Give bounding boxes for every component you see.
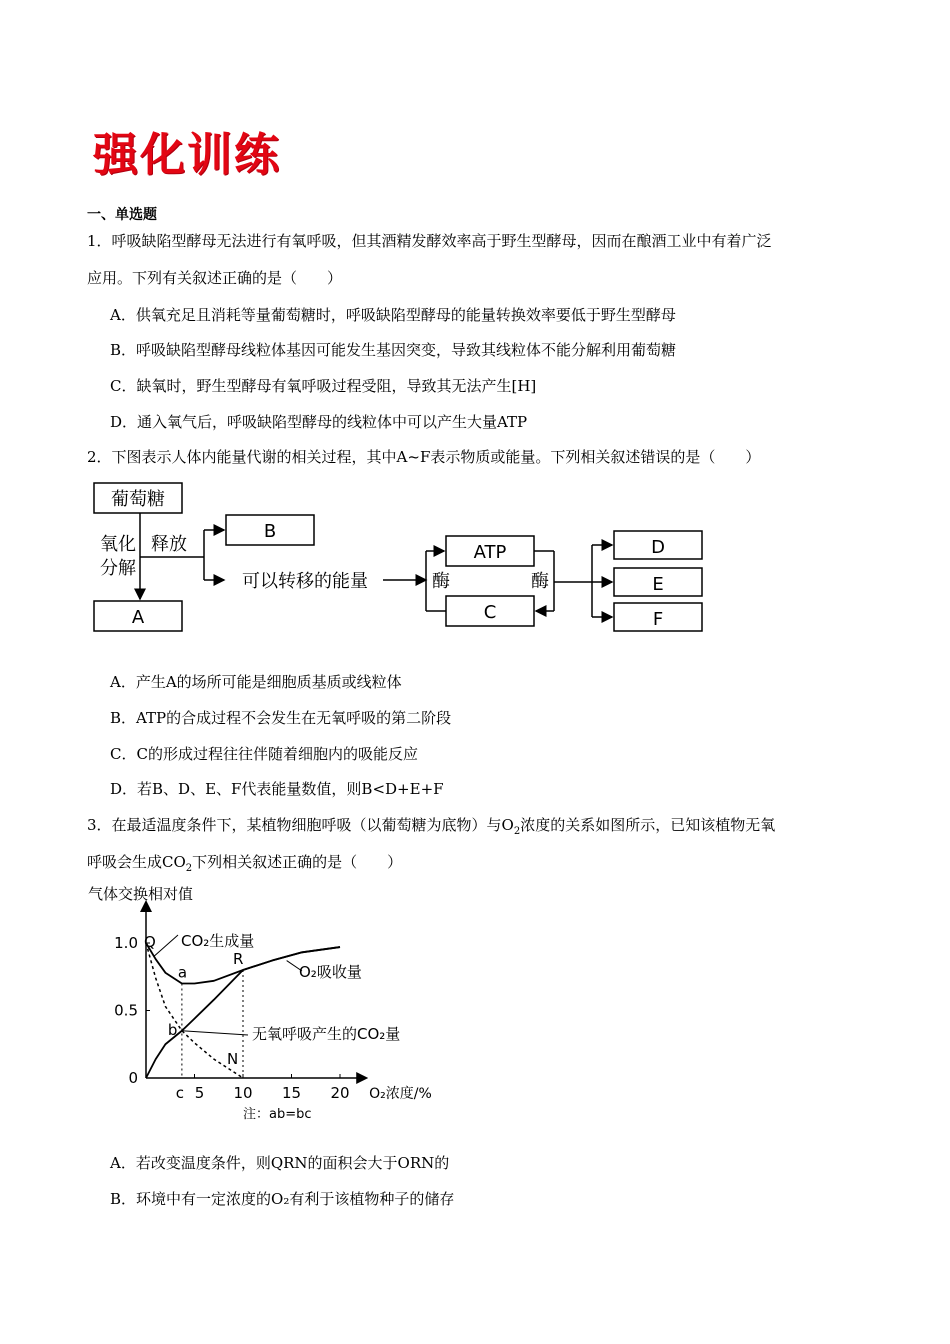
leader-co2: [154, 935, 178, 957]
point-label: Q: [144, 933, 156, 951]
f-label: F: [652, 609, 664, 630]
y-axis-label: 气体交换相对值: [88, 885, 194, 903]
q1-option-a[interactable]: A．供氧充足且消耗等量葡萄糖时，呼吸缺陷型酵母的能量转换效率要低于野生型酵母: [110, 306, 676, 324]
enzyme-left-label: 酶: [432, 571, 450, 592]
d-label: D: [651, 537, 665, 558]
q2-option-a[interactable]: A．产生A的场所可能是细胞质基质或线粒体: [110, 673, 402, 691]
transferable-energy-label: 可以转移的能量: [242, 571, 368, 592]
q3-stem-line2: 呼吸会生成$CO_2$下列相关叙述正确的是（ ）: [87, 853, 403, 874]
y-tick-label: 1.0: [114, 934, 138, 952]
x-tick-label: c: [175, 1084, 185, 1102]
x-tick-label: 20: [330, 1084, 350, 1102]
series-label-o2: O₂吸收量: [299, 963, 362, 981]
section-title: 一、单选题: [87, 207, 157, 223]
x-axis-label: O₂浓度/%: [369, 1086, 432, 1102]
chart-note: 注：ab=bc: [243, 1107, 312, 1122]
q1-option-d[interactable]: D．通入氧气后，呼吸缺陷型酵母的线粒体中可以产生大量ATP: [110, 413, 528, 431]
point-label: N: [227, 1050, 239, 1068]
series-label-anaerobic: 无氧呼吸产生的CO₂量: [252, 1025, 401, 1043]
respiration-chart: [0, 875, 950, 1125]
b-label: B: [263, 521, 277, 542]
x-tick-label: 15: [281, 1084, 302, 1102]
release-label: 释放: [151, 534, 187, 555]
q1-stem-line2: 应用。下列有关叙述正确的是（ ）: [87, 269, 343, 287]
q3-option-b[interactable]: B．环境中有一定浓度的O₂有利于该植物种子的储存: [110, 1190, 455, 1208]
q3-option-a[interactable]: A．若改变温度条件，则QRN的面积会大于ORN的: [110, 1154, 450, 1172]
glucose-label: 葡萄糖: [111, 489, 165, 510]
q2-option-b[interactable]: B．ATP的合成过程不会发生在无氧呼吸的第二阶段: [110, 709, 452, 727]
q2-option-d[interactable]: D．若B、D、E、F代表能量数值，则B<D+E+F: [110, 780, 444, 798]
banner-title: 强化训练: [93, 128, 282, 181]
oxidize-label-1: 氧化: [100, 534, 136, 555]
atp-label: ATP: [473, 542, 507, 563]
q3-stem-line1: 3．在最适温度条件下，某植物细胞呼吸（以葡萄糖为底物）与$O_2$浓度的关系如图所示，已知该植物无氧: [87, 816, 776, 837]
q1-option-b[interactable]: B．呼吸缺陷型酵母线粒体基因可能发生基因突变，导致其线粒体不能分解利用葡萄糖: [110, 341, 677, 359]
x-tick-label: 10: [233, 1084, 253, 1102]
oxidize-label-2: 分解: [100, 558, 136, 579]
point-label: R: [233, 950, 244, 968]
e-label: E: [652, 574, 664, 595]
leader-anaerobic: [182, 1031, 248, 1035]
series-label-co2: CO₂生成量: [181, 932, 255, 950]
enzyme-right-label: 酶: [531, 571, 549, 592]
c-label: C: [483, 602, 497, 623]
a-label: A: [131, 607, 145, 628]
point-label: b: [167, 1020, 178, 1039]
q2-option-c[interactable]: C．C的形成过程往往伴随着细胞内的吸能反应: [110, 745, 418, 763]
x-tick-label: 5: [194, 1084, 205, 1102]
y-tick-label: 0: [128, 1069, 138, 1087]
q2-stem: 2．下图表示人体内能量代谢的相关过程，其中A~F表示物质或能量。下列相关叙述错误的是（ ）: [87, 448, 761, 466]
y-tick-label: 0.5: [114, 1001, 138, 1020]
q1-option-c[interactable]: C．缺氧时，野生型酵母有氧呼吸过程受阻，导致其无法产生[H]: [110, 377, 537, 395]
energy-metabolism-diagram: [0, 475, 950, 645]
q1-stem-line1: 1．呼吸缺陷型酵母无法进行有氧呼吸，但其酒精发酵效率高于野生型酵母，因而在酿酒工业中有着广泛: [87, 232, 772, 250]
point-label: a: [177, 963, 188, 982]
